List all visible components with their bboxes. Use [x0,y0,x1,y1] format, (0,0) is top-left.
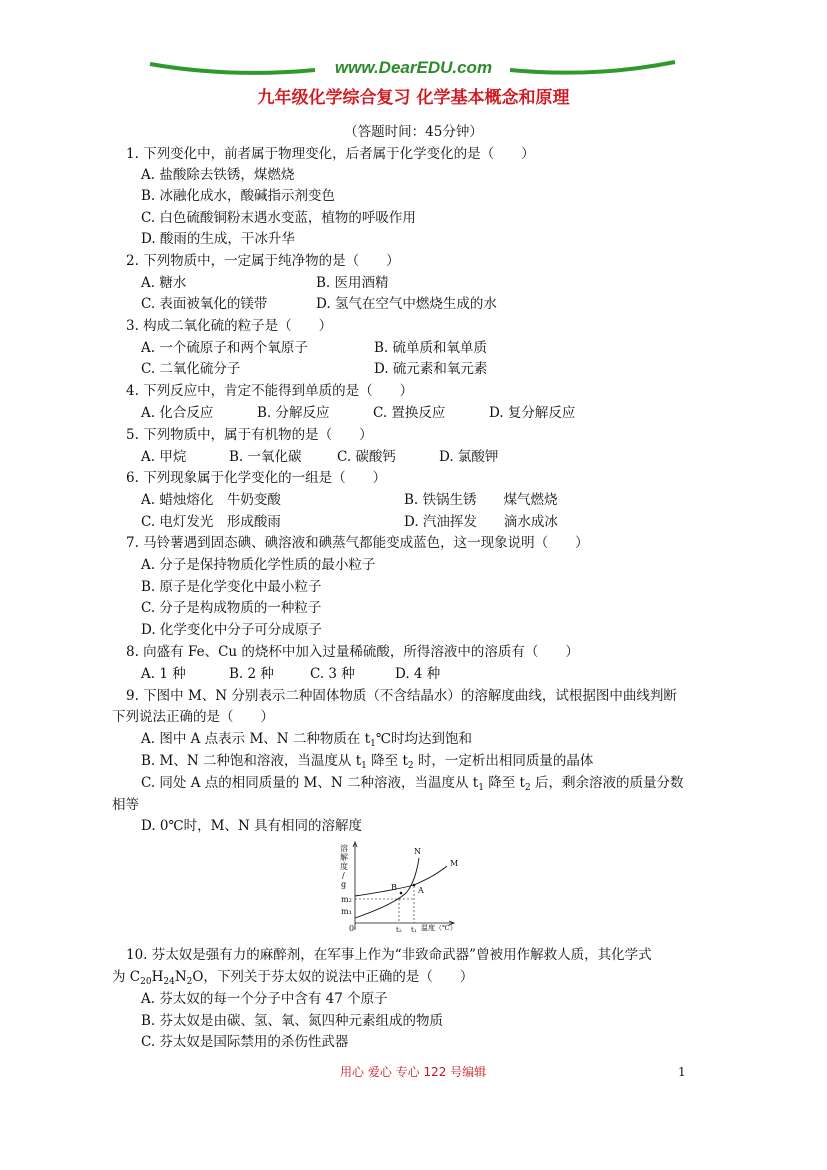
point-b-label: B [391,883,397,892]
q8-option-d: D. 4 种 [395,666,441,682]
t1-label: t₁ [411,926,417,934]
q7-option-d: D. 化学变化中分子可分成原子 [141,622,322,638]
site-url: www.DearEDU.com [334,58,493,77]
y-label-char-1: 溶 [340,844,348,853]
q2-option-d: D. 氢气在空气中燃烧生成的水 [316,296,497,312]
q2-option-c: C. 表面被氧化的镁带 [141,296,268,312]
q7-option-a: A. 分子是保持物质化学性质的最小粒子 [141,557,376,573]
curve-n [355,858,419,918]
page-title: 九年级化学综合复习 化学基本概念和原理 [257,88,570,108]
q1-option-a: A. 盐酸除去铁锈，煤燃烧 [141,167,295,183]
q4-option-d: D. 复分解反应 [489,405,576,421]
q5-option-b: B. 一氧化碳 [229,449,302,465]
q1-option-d: D. 酸雨的生成，干冰升华 [141,231,295,247]
q8-stem: 8. 向盛有 Fe、Cu 的烧杯中加入过量稀硫酸，所得溶液中的溶质有（ ） [126,644,579,660]
q6-option-d: D. 汽油挥发 滴水成冰 [404,514,558,530]
q7-option-c: C. 分子是构成物质的一种粒子 [141,600,322,616]
q3-stem: 3. 构成二氧化硫的粒子是（ ） [126,318,333,334]
q1-option-c: C. 白色硫酸铜粉末遇水变蓝，植物的呼吸作用 [141,210,416,226]
q7-stem: 7. 马铃薯遇到固态碘、碘溶液和碘蒸气都能变成蓝色，这一现象说明（ ） [126,535,589,551]
q2-option-b: B. 医用酒精 [316,275,389,291]
m1-label: m₁ [341,907,352,916]
m2-label: m₂ [341,895,352,904]
q3-option-b: B. 硫单质和氧单质 [374,340,488,356]
curve-n-label: N [414,847,421,856]
q3-option-a: A. 一个硫原子和两个氧原子 [141,340,308,356]
t2-label: t₂ [396,926,402,934]
q8-option-c: C. 3 种 [310,666,355,682]
y-label-char-3: 度 [340,862,348,871]
x-axis-label: 温度（℃） [421,924,457,932]
q5-option-d: D. 氯酸钾 [439,449,499,465]
q6-option-b: B. 铁锅生锈 煤气燃烧 [404,492,558,508]
q9-option-a: A. 图中 A 点表示 M、N 二种物质在 $t_1℃$时均达到饱和 [141,731,472,749]
q1-option-b: B. 冰融化成水，酸碱指示剂变色 [141,188,336,204]
q4-option-b: B. 分解反应 [257,405,330,421]
q2-stem: 2. 下列物质中，一定属于纯净物的是（ ） [126,253,400,269]
q9-option-d: D. 0℃时，M、N 具有相同的溶解度 [141,818,363,834]
y-label-char-5: g [341,880,347,889]
q5-option-c: C. 碳酸钙 [337,449,396,465]
q4-option-c: C. 置换反应 [373,405,446,421]
q8-option-b: B. 2 种 [229,666,274,682]
footer-text: 用心 爱心 专心 122 号编辑 [340,1065,487,1079]
q10-option-a: A. 芬太奴的每一个分子中含有 47 个原子 [141,991,388,1007]
q10-stem-line2: 为 $C_{20}H_{24}N_2O$，下列关于芬太奴的说法中正确的是（ ） [112,969,474,987]
curve-m-label: M [450,859,459,868]
q4-option-a: A. 化合反应 [141,405,214,421]
q10-option-b: B. 芬太奴是由碳、氢、氧、氮四种元素组成的物质 [141,1013,444,1029]
y-label-char-2: 解 [340,853,348,862]
origin-label: 0 [349,924,355,933]
q3-option-d: D. 硫元素和氧元素 [374,361,488,377]
q9-option-b: B. M、N 二种饱和溶液，当温度从 $t_1$ 降至 $t_2$ 时，一定析出相同质量的晶体 [141,753,594,771]
q9-stem-line2: 下列说法正确的是（ ） [112,709,274,725]
point-a-label: A [418,886,424,895]
q5-option-a: A. 甲烷 [141,449,187,465]
time-note: （答题时间：45分钟） [344,124,483,140]
curve-m [355,866,447,896]
q6-option-c: C. 电灯发光 形成酸雨 [141,514,281,530]
point-b [400,892,403,895]
q3-option-c: C. 二氧化硫分子 [141,361,241,377]
solubility-curve-figure [335,838,470,934]
q10-stem-line1: 10. 芬太奴是强有力的麻醉剂，在军事上作为“非致命武器”曾被用作解救人质，其化学式 [126,947,652,963]
q6-stem: 6. 下列现象属于化学变化的一组是（ ） [126,470,387,486]
q2-option-a: A. 糖水 [141,275,187,291]
y-label-char-4: / [342,871,345,880]
q9-option-c-continued: 相等 [112,797,139,813]
q6-option-a: A. 蜡烛熔化 牛奶变酸 [141,492,281,508]
page-number: 1 [678,1065,686,1079]
q7-option-b: B. 原子是化学变化中最小粒子 [141,579,322,595]
q10-option-c: C. 芬太奴是国际禁用的杀伤性武器 [141,1034,349,1050]
q9-stem-line1: 9. 下图中 M、N 分别表示二种固体物质（不含结晶水）的溶解度曲线，试根据图中曲线判断 [126,688,677,704]
q4-stem: 4. 下列反应中，肯定不能得到单质的是（ ） [126,383,414,399]
point-a [413,884,416,887]
q5-stem: 5. 下列物质中，属于有机物的是（ ） [126,427,373,443]
q1-stem: 1. 下列变化中，前者属于物理变化，后者属于化学变化的是（ ） [126,146,535,162]
q8-option-a: A. 1 种 [141,666,186,682]
q9-option-c: C. 同处 A 点的相同质量的 M、N 二种溶液，当温度从 $t_1$ 降至 $t_2$ 后，剩余溶液的质量分数 [141,775,684,793]
